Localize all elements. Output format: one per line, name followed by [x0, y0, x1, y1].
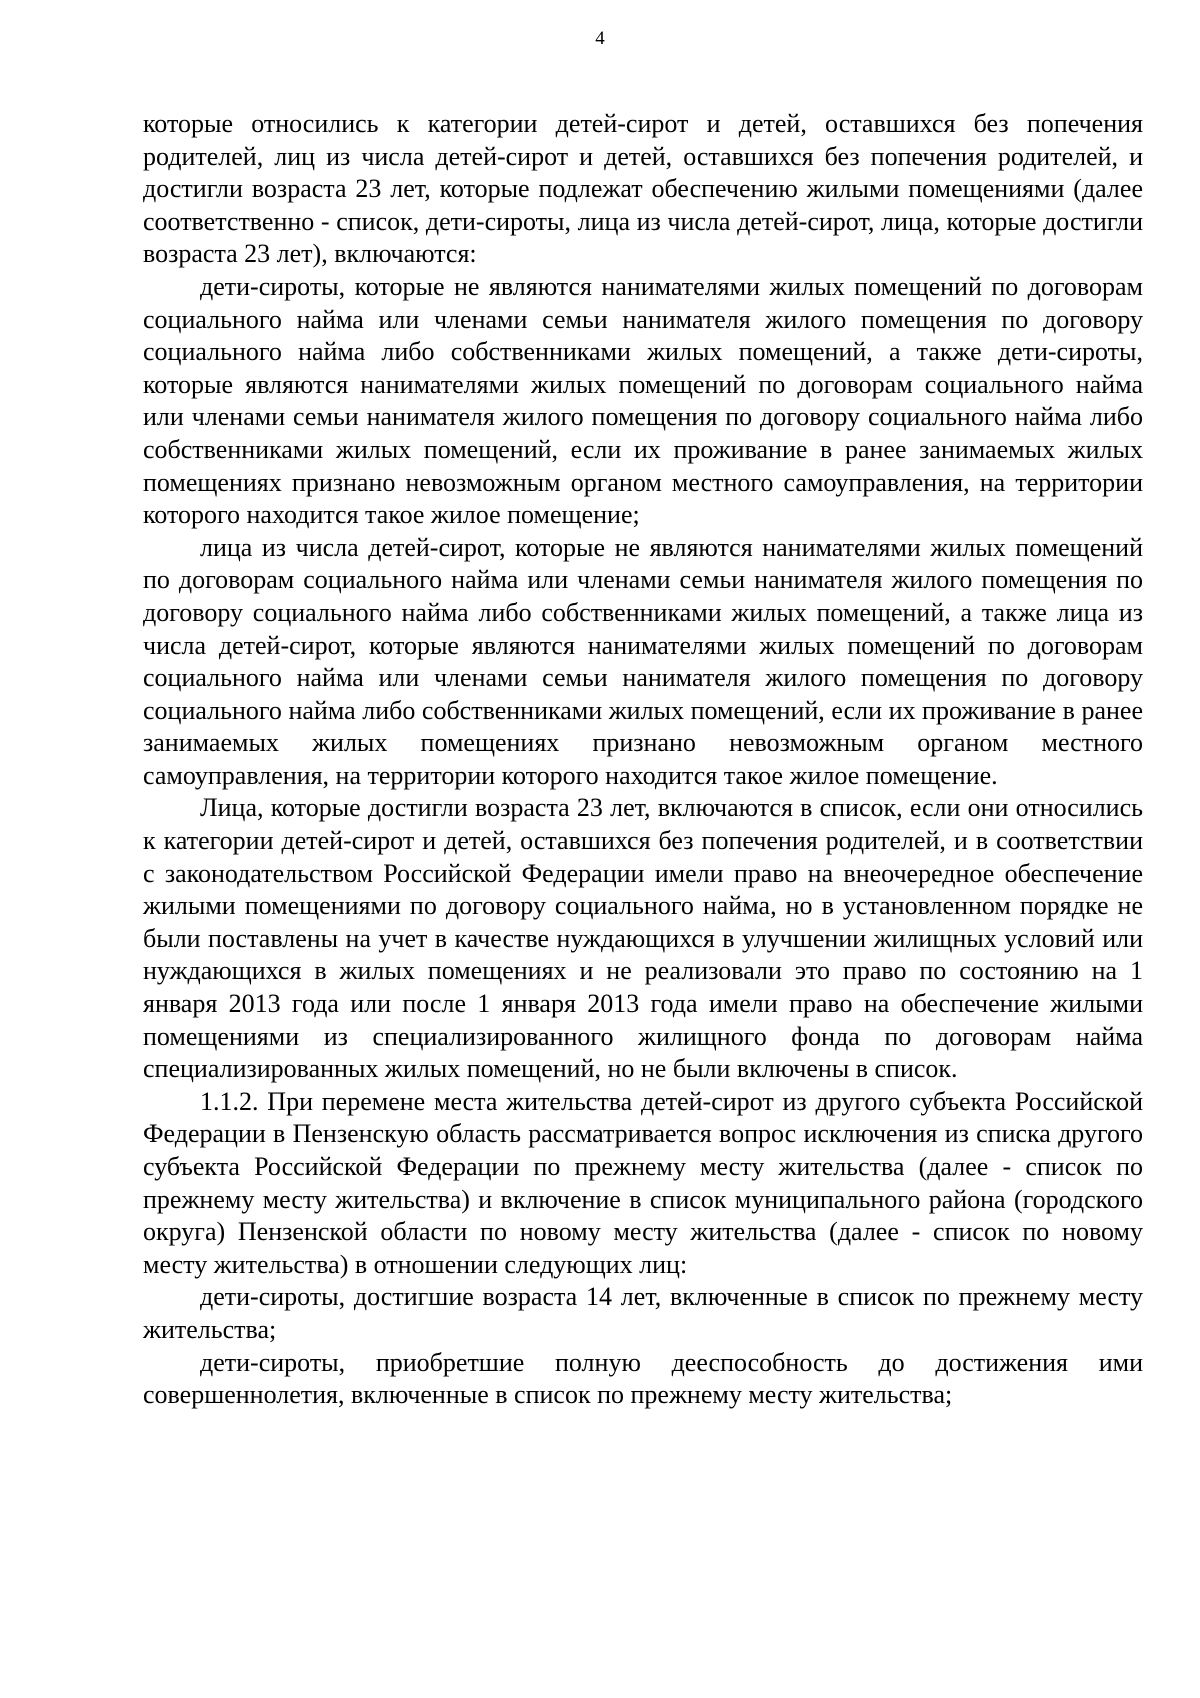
document-body: [143, 108, 1143, 1412]
paragraph-clause-1-1-2: 1.1.2. При перемене места жительства детей-сирот из другого субъекта Российской Федерации в Пензенскую область рассматривается вопрос исключения из списка другого субъекта Российской Федерации по прежнему месту жительства (далее - список по прежнему месту жительства) и включение в список муниципального района (городского округа) Пензенской области по новому месту жительства (далее - список по новому месту жительства) в отношении следующих лиц:: [143, 1086, 1143, 1279]
paragraph-orphans-item: дети-сироты, которые не являются нанимателями жилых помещений по договорам социального найма или членами семьи нанимателя жилого помещения по договору социального найма либо собственниками жилых помещений, а также дети-сироты, которые являются нанимателями жилых помещений по договорам социального найма или членами семьи нанимателя жилого помещения по договору социального найма либо собственниками жилых помещений, если их проживание в ранее занимаемых жилых помещениях признано невозможным органом местного самоуправления, на территории которого находится такое жилое помещение;: [143, 271, 1143, 530]
paragraph-list-item-full-capacity: дети-сироты, приобретшие полную дееспособность до достижения ими совершеннолетия, включенные в список по прежнему месту жительства;: [143, 1347, 1143, 1410]
paragraph-former-orphans-item: лица из числа детей-сирот, которые не являются нанимателями жилых помещений по договорам социального найма или членами семьи нанимателя жилого помещения по договору социального найма либо собственниками жилых помещений, а также лица из числа детей-сирот, которые являются нанимателями жилых помещений по договорам социального найма или членами семьи нанимателя жилого помещения по договору социального найма либо собственниками жилых помещений, если их проживание в ранее занимаемых жилых помещениях признано невозможным органом местного самоуправления, на территории которого находится такое жилое помещение.: [143, 532, 1143, 790]
paragraph-continuation: которые относились к категории детей-сирот и детей, оставшихся без попечения родителей, лиц из числа детей-сирот и детей, оставшихся без попечения родителей, и достигли возраста 23 лет, которые подлежат обеспечению жилыми помещениями (далее соответственно - список, дети-сироты, лица из числа детей-сирот, лица, которые достигли возраста 23 лет), включаются:: [143, 109, 1143, 269]
paragraph-list-item-age-14: дети-сироты, достигшие возраста 14 лет, включенные в список по прежнему месту жительства;: [143, 1282, 1143, 1344]
paragraph-persons-over-23: Лица, которые достигли возраста 23 лет, включаются в список, если они относились к категории детей-сирот и детей, оставшихся без попечения родителей, и в соответствии с законодательством Российской Федерации имели право на внеочередное обеспечение жилыми помещениями по договору социального найма, но в установленном порядке не были поставлены на учет в качестве нуждающихся в улучшении жилищных условий или нуждающихся в жилых помещениях и не реализовали это право по состоянию на 1 января 2013 года или после 1 января 2013 года имели право на обеспечение жилыми помещениями из специализированного жилищного фонда по договорам найма специализированных жилых помещений, но не были включены в список.: [143, 793, 1143, 1084]
page-number: 4: [595, 28, 605, 49]
